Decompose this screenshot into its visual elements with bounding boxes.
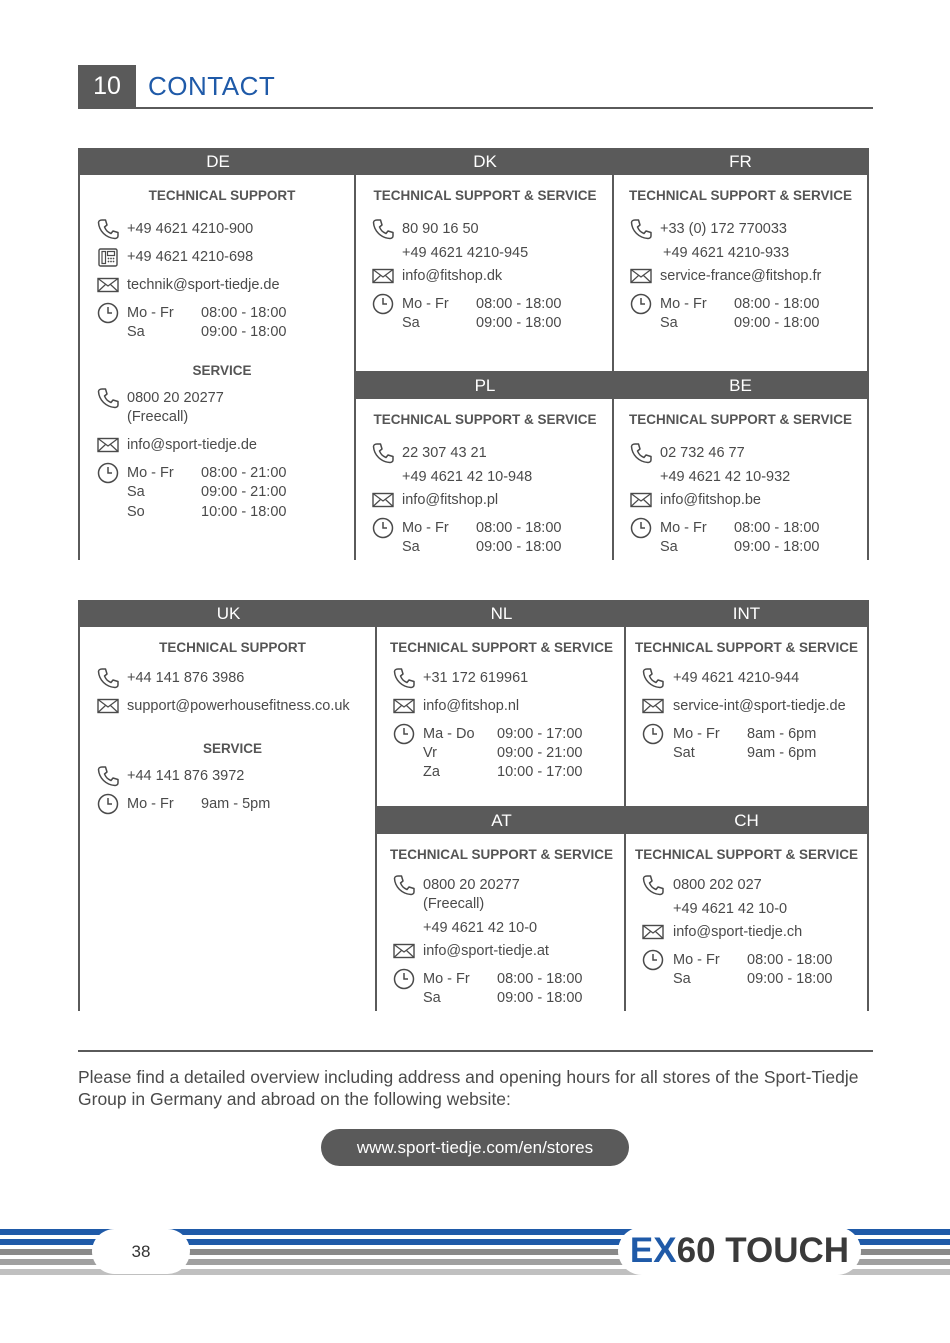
hours-time: 09:00 - 18:00 [476, 539, 562, 555]
phone-at: 0800 20 20277 [423, 877, 520, 893]
hours-time: 08:00 - 18:00 [497, 971, 583, 987]
hours-days: Mo - Fr [127, 796, 174, 812]
fax-de: +49 4621 4210-698 [127, 249, 254, 265]
hours-time: 08:00 - 18:00 [734, 520, 820, 536]
hours-time: 08:00 - 18:00 [476, 520, 562, 536]
hours-time: 09:00 - 18:00 [734, 315, 820, 331]
hours-days: Sa [660, 315, 678, 331]
phone-icon [642, 667, 664, 689]
clock-icon [393, 723, 415, 745]
country-cell-de [80, 148, 356, 560]
hours-days: Mo - Fr [673, 726, 720, 742]
section-title: CONTACT [148, 71, 276, 101]
phone2-dk: +49 4621 4210-945 [402, 245, 529, 261]
email-fr: service-france@fitshop.fr [660, 268, 822, 284]
email-nl: info@fitshop.nl [423, 698, 520, 714]
hours-days: Mo - Fr [402, 520, 449, 536]
country-cell-uk [80, 600, 377, 1011]
country-code-be: BE [614, 372, 867, 399]
country-code-de: DE [80, 148, 356, 175]
country-code-at: AT [377, 807, 626, 834]
service-title-uk: SERVICE [202, 741, 263, 756]
phone-nl: +31 172 619961 [423, 670, 529, 686]
email-dk: info@fitshop.dk [402, 268, 503, 284]
country-code-nl: NL [377, 600, 626, 627]
phone-icon [97, 218, 119, 240]
title-pl: TECHNICAL SUPPORT & SERVICE [373, 412, 597, 427]
service-phone-uk: +44 141 876 3972 [127, 768, 245, 784]
hours-time: 09:00 - 18:00 [201, 324, 287, 340]
hours-time: 09:00 - 18:00 [476, 315, 562, 331]
mail-icon [372, 265, 394, 287]
email-be: info@fitshop.be [660, 492, 761, 508]
clock-icon [372, 293, 394, 315]
phone-icon [372, 442, 394, 464]
hours-time: 9am - 6pm [747, 745, 817, 761]
hours-time: 10:00 - 17:00 [497, 764, 583, 780]
country-code-ch: CH [626, 807, 867, 834]
title-be: TECHNICAL SUPPORT & SERVICE [628, 412, 853, 427]
phone2-ch: +49 4621 42 10-0 [673, 901, 788, 917]
hours-days: Sa [402, 539, 420, 555]
phone2-at: +49 4621 42 10-0 [423, 920, 538, 936]
hours-time: 08:00 - 18:00 [476, 296, 562, 312]
stores-note: Please find a detailed overview including address and opening hours for all stores of the Sport-Tiedje Group in Germany and abroad on the following website: [78, 1067, 859, 1109]
phone-icon [97, 387, 119, 409]
hours-days: So [127, 504, 145, 520]
service-phone-note-de: (Freecall) [127, 409, 189, 425]
mail-icon [393, 940, 415, 962]
country-code-uk: UK [80, 600, 377, 627]
phone2-be: +49 4621 42 10-932 [660, 469, 791, 485]
hours-days: Mo - Fr [402, 296, 449, 312]
clock-icon [97, 302, 119, 324]
hours-days: Ma - Do [423, 726, 475, 742]
hours-days: Sa [660, 539, 678, 555]
phone-de: +49 4621 4210-900 [127, 221, 254, 237]
title-fr: TECHNICAL SUPPORT & SERVICE [628, 188, 853, 203]
hours-time: 9am - 5pm [201, 796, 271, 812]
title-nl: TECHNICAL SUPPORT & SERVICE [389, 640, 614, 655]
title-at: TECHNICAL SUPPORT & SERVICE [389, 847, 614, 862]
country-code-int: INT [626, 600, 867, 627]
country-cell-int [624, 600, 867, 808]
support-title-de: TECHNICAL SUPPORT [148, 188, 296, 203]
hours-days: Mo - Fr [660, 520, 707, 536]
service-phone-de: 0800 20 20277 [127, 390, 224, 406]
phone-icon [372, 218, 394, 240]
country-code-dk: DK [356, 148, 614, 175]
hours-days: Sa [402, 315, 420, 331]
hours-time: 08:00 - 18:00 [747, 952, 833, 968]
mail-icon [630, 265, 652, 287]
mail-icon [642, 921, 664, 943]
service-title-de: SERVICE [192, 363, 252, 378]
title-dk: TECHNICAL SUPPORT & SERVICE [373, 188, 597, 203]
contact-table-2 [78, 600, 869, 1011]
phone-fr: +33 (0) 172 770033 [660, 221, 787, 237]
phone-icon [630, 442, 652, 464]
hours-days: Sa [127, 484, 145, 500]
hours-time: 09:00 - 21:00 [201, 484, 287, 500]
phone-icon [393, 874, 415, 896]
title-int: TECHNICAL SUPPORT & SERVICE [634, 640, 859, 655]
fax-icon [97, 246, 119, 268]
hours-days: Sa [423, 990, 441, 1006]
hours-time: 09:00 - 17:00 [497, 726, 583, 742]
clock-icon [642, 949, 664, 971]
hours-time: 08:00 - 18:00 [734, 296, 820, 312]
country-cell-be [612, 372, 867, 560]
hours-days: Mo - Fr [673, 952, 720, 968]
email-uk: support@powerhousefitness.co.uk [127, 698, 350, 714]
logo-part-model: 60 TOUCH [676, 1231, 850, 1270]
title-ch: TECHNICAL SUPPORT & SERVICE [634, 847, 859, 862]
email-int: service-int@sport-tiedje.de [673, 698, 846, 714]
product-logo [618, 1227, 861, 1275]
country-code-pl: PL [356, 372, 614, 399]
clock-icon [97, 462, 119, 484]
phone-icon [97, 765, 119, 787]
hours-time: 09:00 - 18:00 [747, 971, 833, 987]
phone-note-at: (Freecall) [423, 896, 485, 912]
hours-days: Sat [673, 745, 695, 761]
country-cell-nl [375, 600, 626, 808]
email-ch: info@sport-tiedje.ch [673, 924, 803, 940]
country-cell-dk [354, 148, 614, 373]
hours-time: 09:00 - 18:00 [734, 539, 820, 555]
phone-icon [393, 667, 415, 689]
country-cell-at [375, 807, 626, 1011]
phone-dk: 80 90 16 50 [402, 221, 479, 237]
phone2-pl: +49 4621 42 10-948 [402, 469, 533, 485]
country-cell-fr [612, 148, 867, 373]
support-title-uk: TECHNICAL SUPPORT [159, 640, 306, 655]
clock-icon [372, 517, 394, 539]
hours-days: Mo - Fr [423, 971, 470, 987]
mail-icon [97, 434, 119, 456]
phone2-fr: +49 4621 4210-933 [663, 245, 790, 261]
clock-icon [630, 517, 652, 539]
phone-pl: 22 307 43 21 [402, 445, 487, 461]
phone-be: 02 732 46 77 [660, 445, 745, 461]
mail-icon [642, 695, 664, 717]
hours-days: Vr [423, 745, 437, 761]
phone-icon [630, 218, 652, 240]
email-pl: info@fitshop.pl [402, 492, 499, 508]
phone-icon [642, 874, 664, 896]
clock-icon [97, 793, 119, 815]
phone-icon [97, 667, 119, 689]
mail-icon [630, 489, 652, 511]
hours-time: 08:00 - 21:00 [201, 465, 287, 481]
mail-icon [372, 489, 394, 511]
country-cell-ch [624, 807, 867, 1011]
logo-part-ex: EX [629, 1231, 677, 1270]
page-number: 38 [92, 1229, 190, 1274]
hours-time: 10:00 - 18:00 [201, 504, 287, 520]
clock-icon [630, 293, 652, 315]
stores-url-link[interactable]: www.sport-tiedje.com/en/stores [321, 1129, 629, 1166]
phone-ch: 0800 202 027 [673, 877, 762, 893]
section-number: 10 [78, 65, 136, 108]
divider [78, 1050, 873, 1052]
phone-uk: +44 141 876 3986 [127, 670, 245, 686]
hours-days: Sa [127, 324, 145, 340]
clock-icon [642, 723, 664, 745]
hours-days: Za [423, 764, 440, 780]
hours-time: 8am - 6pm [747, 726, 817, 742]
email-de: technik@sport-tiedje.de [127, 277, 280, 293]
hours-time: 09:00 - 21:00 [497, 745, 583, 761]
email-at: info@sport-tiedje.at [423, 943, 549, 959]
hours-days: Sa [673, 971, 691, 987]
service-email-de: info@sport-tiedje.de [127, 437, 257, 453]
hours-days: Mo - Fr [660, 296, 707, 312]
country-code-fr: FR [614, 148, 867, 175]
phone-int: +49 4621 4210-944 [673, 670, 800, 686]
mail-icon [393, 695, 415, 717]
mail-icon [97, 274, 119, 296]
hours-time: 09:00 - 18:00 [497, 990, 583, 1006]
mail-icon [97, 695, 119, 717]
contact-table-1 [78, 148, 869, 560]
country-cell-pl [354, 372, 614, 560]
hours-days: Mo - Fr [127, 465, 174, 481]
hours-time: 08:00 - 18:00 [201, 305, 287, 321]
section-header [78, 65, 873, 109]
clock-icon [393, 968, 415, 990]
hours-days: Mo - Fr [127, 305, 174, 321]
